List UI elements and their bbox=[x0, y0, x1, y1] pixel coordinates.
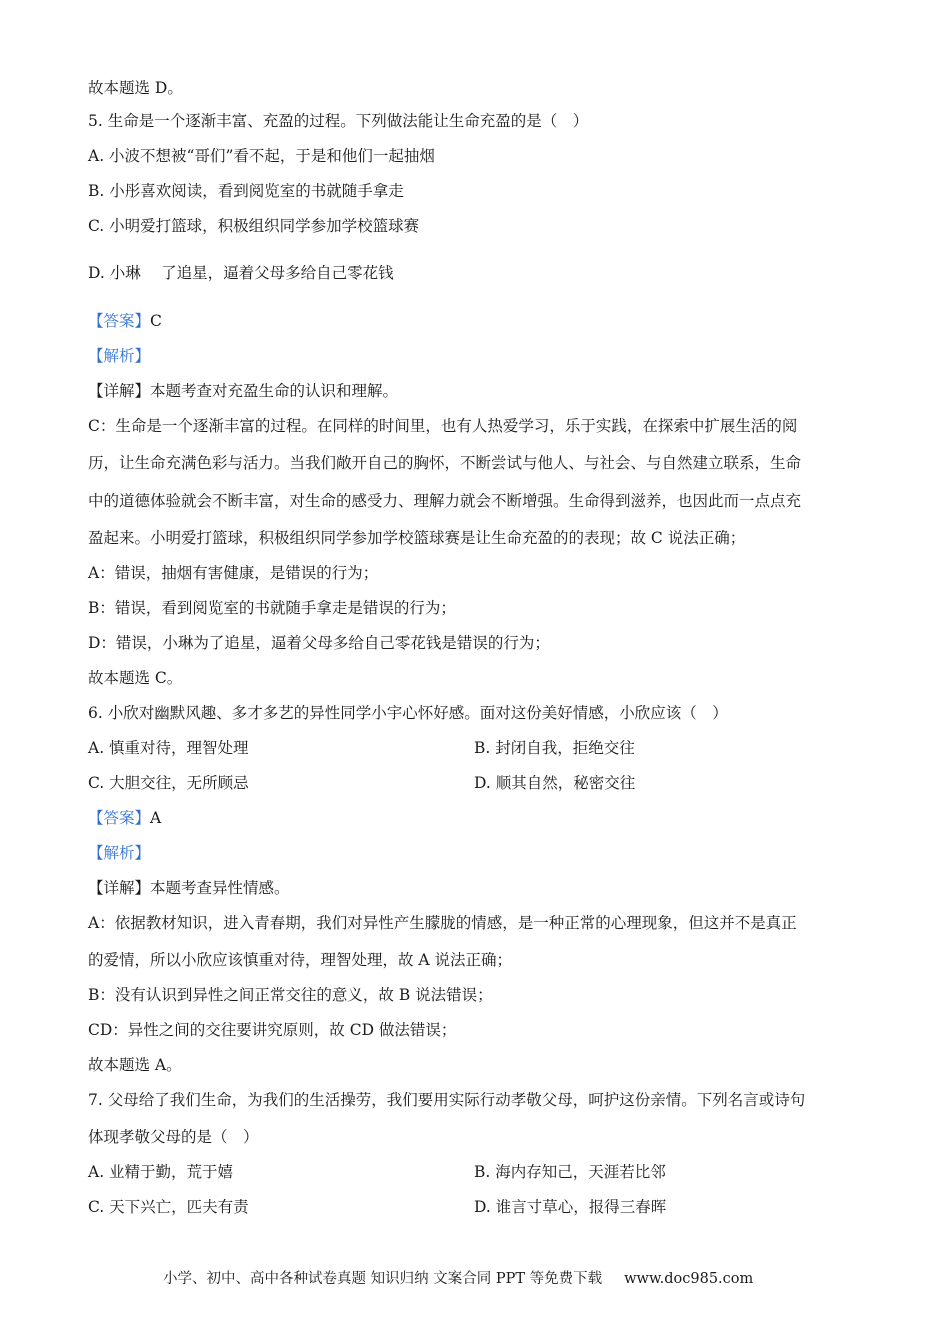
q6-option-a: A. 慎重对待，理智处理 bbox=[88, 739, 249, 757]
q5-conclusion: 故本题选 C。 bbox=[88, 669, 183, 687]
q5-option-a: A. 小波不想被“哥们”看不起，于是和他们一起抽烟 bbox=[88, 147, 435, 165]
q5-stem: 5. 生命是一个逐渐丰富、充盈的过程。下列做法能让生命充盈的是（ ） bbox=[88, 112, 589, 130]
q6-a-para-1: A：依据教材知识，进入青春期，我们对异性产生朦胧的情感，是一种正常的心理现象，但这并不是真正 bbox=[88, 914, 797, 932]
q5-c-para-4: 盈起来。小明爱打篮球，积极组织同学参加学校篮球赛是让生命充盈的的表现；故 C 说法正确； bbox=[88, 529, 746, 547]
q6-stem: 6. 小欣对幽默风趣、多才多艺的异性同学小宇心怀好感。面对这份美好情感，小欣应该（ ） bbox=[88, 704, 728, 722]
q6-answer-line bbox=[88, 807, 161, 829]
footer-text: 小学、初中、高中各种试卷真题 知识归纳 文案合同 PPT 等免费下载 bbox=[163, 1271, 603, 1287]
answer-tag: 【答案】 bbox=[88, 809, 151, 827]
q6-option-b: B. 封闭自我，拒绝交往 bbox=[474, 739, 635, 757]
answer-tag: 【答案】 bbox=[88, 312, 151, 330]
detail-tag: 【详解】 bbox=[88, 382, 151, 400]
q7-option-b: B. 海内存知己，天涯若比邻 bbox=[474, 1163, 666, 1181]
q6-option-d: D. 顺其自然，秘密交往 bbox=[474, 774, 636, 792]
q6-cd-explain: CD：异性之间的交往要讲究原则，故 CD 做法错误； bbox=[88, 1021, 457, 1039]
q7-option-c: C. 天下兴亡，匹夫有责 bbox=[88, 1198, 249, 1216]
q5-d-explain: D：错误，小琳为了追星，逼着父母多给自己零花钱是错误的行为； bbox=[88, 634, 550, 652]
q5-option-d: D. 小琳 了追星，逼着父母多给自己零花钱 bbox=[88, 264, 394, 282]
q5-option-b: B. 小彤喜欢阅读，看到阅览室的书就随手拿走 bbox=[88, 182, 404, 200]
q5-b-explain: B：错误，看到阅览室的书就随手拿走是错误的行为； bbox=[88, 599, 456, 617]
q5-c-para-1: C：生命是一个逐渐丰富的过程。在同样的时间里，也有人热爱学习，乐于实践，在探索中扩展生活的阅 bbox=[88, 417, 798, 435]
q5-option-c: C. 小明爱打篮球，积极组织同学参加学校篮球赛 bbox=[88, 217, 420, 235]
q5-detail-line bbox=[88, 380, 398, 402]
q6-b-explain: B：没有认识到异性之间正常交往的意义，故 B 说法错误； bbox=[88, 986, 493, 1004]
q5-analysis-tag: 【解析】 bbox=[88, 347, 151, 365]
q5-c-para-3: 中的道德体验就会不断丰富，对生命的感受力、理解力就会不断增强。生命得到滋养，也因此而一点点充 bbox=[88, 492, 802, 510]
q5-a-explain: A：错误，抽烟有害健康，是错误的行为； bbox=[88, 564, 379, 582]
q6-a-para-2: 的爱情，所以小欣应该慎重对待，理智处理，故 A 说法正确； bbox=[88, 951, 513, 969]
q6-analysis-tag: 【解析】 bbox=[88, 844, 151, 862]
q5-answer-line bbox=[88, 310, 162, 332]
q6-answer: A bbox=[150, 809, 162, 827]
q6-conclusion: 故本题选 A。 bbox=[88, 1056, 182, 1074]
q5-c-para-2: 历，让生命充满色彩与活力。当我们敞开自己的胸怀，不断尝试与他人、与社会、与自然建立联系，生命 bbox=[88, 454, 802, 472]
q7-stem-1: 7. 父母给了我们生命，为我们的生活操劳，我们要用实际行动孝敬父母，呵护这份亲情。下列名言或诗句 bbox=[88, 1091, 806, 1109]
q6-detail-line bbox=[88, 877, 290, 899]
q7-stem-2: 体现孝敬父母的是（ ） bbox=[88, 1128, 259, 1146]
prev-conclusion: 故本题选 D。 bbox=[88, 79, 183, 97]
q5-answer: C bbox=[150, 312, 162, 330]
q5-detail: 本题考查对充盈生命的认识和理解。 bbox=[150, 382, 399, 400]
detail-tag: 【详解】 bbox=[88, 879, 151, 897]
q6-detail: 本题考查异性情感。 bbox=[150, 879, 290, 897]
q7-option-d: D. 谁言寸草心，报得三春晖 bbox=[474, 1198, 667, 1216]
q7-option-a: A. 业精于勤，荒于嬉 bbox=[88, 1163, 234, 1181]
footer-url[interactable]: www.doc985.com bbox=[624, 1271, 754, 1287]
page-footer bbox=[163, 1269, 753, 1289]
q6-option-c: C. 大胆交往，无所顾忌 bbox=[88, 774, 249, 792]
